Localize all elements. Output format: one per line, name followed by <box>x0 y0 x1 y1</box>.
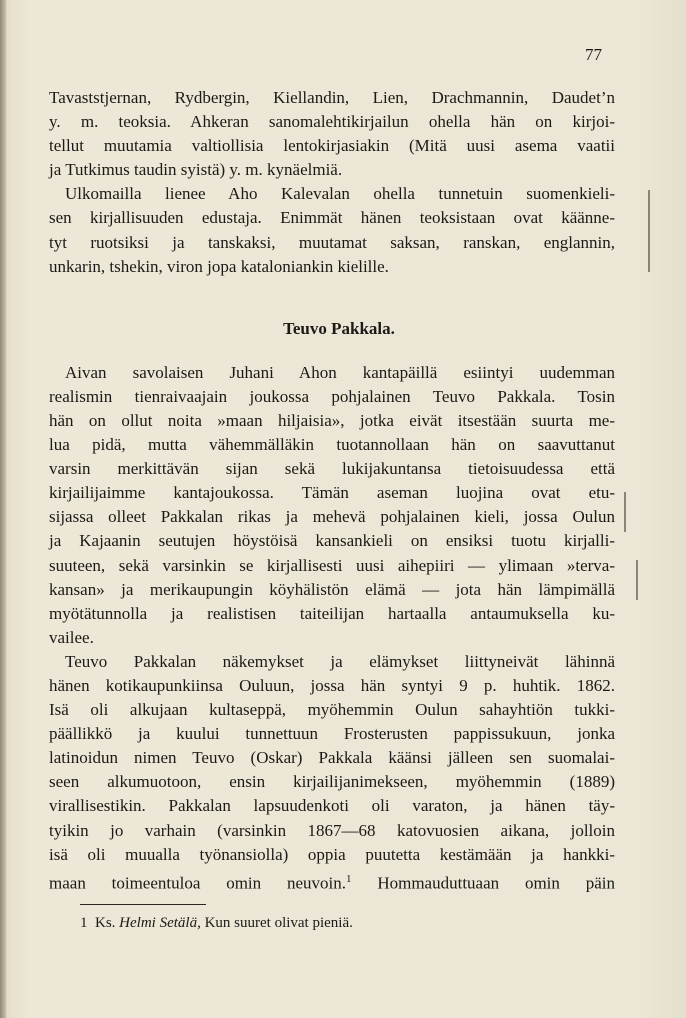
footnote-title: Kun suuret olivat pieniä. <box>204 915 353 931</box>
margin-mark <box>624 492 626 532</box>
text-line: tyt ruotsiksi ja tanskaksi, muutamat saksan, ranskan, englannin, <box>49 232 615 252</box>
text-line: päällikkö ja kuului tunnettuun Frosterusten pappissukuun, jonka <box>49 724 615 744</box>
text-line: tyikin jo varhain (varsinkin 1867—68 katovuosien aikana, jolloin <box>49 820 615 840</box>
text-line: vailee. <box>49 627 94 647</box>
text-line: tellut muutamia valtiollisia lentokirjasiakin (Mitä uusi asema vaatii <box>49 136 615 156</box>
text-line: Tavaststjernan, Rydbergin, Kiellandin, Lien, Drachmannin, Daudet’n <box>49 88 615 107</box>
text-line: virallisestikin. Pakkalan lapsuudenkoti oli varaton, ja hänen täy- <box>49 796 615 816</box>
text-line: isä oli muualla työnansiolla) oppia puutetta kestämään ja hankki- <box>49 844 615 864</box>
text-line: latinoidun nimen Teuvo (Oskar) Pakkala käänsi jälleen sen suomalai- <box>49 748 615 768</box>
text-line: sijassa olleet Pakkalan rikas ja mehevä pohjalainen kieli, jossa Oulun <box>49 507 615 527</box>
text-line: realismin tienraivaajain joukossa pohjalainen Teuvo Pakkala. Tosin <box>49 386 615 406</box>
text-line: lua pidä, mutta vähemmälläkin tuotannollaan hän on saavuttanut <box>49 435 615 455</box>
text-line: Isä oli alkujaan kultaseppä, myöhemmin Oulun sahayhtiön tukki- <box>49 700 615 720</box>
text-line: unkarin, tshekin, viron jopa kataloniankin kielille. <box>49 256 389 276</box>
text-line: kansan» ja merikaupungin köyhälistön elämä — jota hän lämpimällä <box>49 579 615 599</box>
book-spine-shadow <box>0 0 6 1018</box>
text-line: hän on ollut noita »maan hiljaisia», jotka eivät itsestään suurta me- <box>49 410 615 430</box>
footnote-divider <box>80 904 206 905</box>
text-line: seen alkumuotoon, ensin kirjailijanimekseen, myöhemmin (1889) <box>49 772 615 792</box>
section-heading: Teuvo Pakkala. <box>283 318 395 338</box>
text-line: Teuvo Pakkalan näkemykset ja elämykset liittyneivät lähinnä <box>65 651 615 671</box>
page-number: 77 <box>585 45 602 64</box>
body-text <box>49 86 615 891</box>
text-line: varsin merkittävän sijan sekä lukijakuntansa tietoisuudessa että <box>49 459 615 479</box>
text-line-part: maan toimeentuloa omin neuvoin. <box>49 873 346 893</box>
text-line: y. m. teoksia. Ahkeran sanomalehtikirjailun ohella hän on kirjoi- <box>49 112 615 132</box>
text-line: sen kirjallisuuden edustaja. Enimmät hänen teoksistaan ovat käänne- <box>49 208 615 228</box>
text-line: Aivan savolaisen Juhani Ahon kantapäillä esiintyi uudemman <box>65 362 615 382</box>
text-line <box>49 867 615 891</box>
text-line: Ulkomailla lienee Aho Kalevalan ohella tunnetuin suomenkieli- <box>65 184 615 204</box>
text-line: ja Kajaanin seutujen höystöisä kansankieli on ensiksi tuotu kirjalli- <box>49 531 615 551</box>
footnote-number: 1 <box>80 915 88 931</box>
footnote-prefix: Ks. <box>95 915 116 931</box>
text-line: ja Tutkimus taudin syistä) y. m. kynäelmiä. <box>49 160 343 180</box>
text-line: myötätunnolla ja realistisen taiteilijan hartaalla antaumuksella ku- <box>49 603 615 623</box>
footnote <box>80 912 600 934</box>
footnote-reference[interactable]: 1 <box>346 872 352 885</box>
text-line: hänen kotikaupunkiinsa Ouluun, jossa hän syntyi 9 p. huhtik. 1862. <box>49 675 615 695</box>
text-line: suuteen, sekä varsinkin se kirjallisesti uusi aihepiiri — ylimaan »terva- <box>49 555 615 575</box>
footnote-author: Helmi Setälä, <box>119 915 201 931</box>
margin-mark <box>636 560 638 600</box>
margin-mark <box>648 190 650 272</box>
text-line: kirjailijaimme kantajoukossa. Tämän aseman luojina ovat etu- <box>49 483 615 503</box>
text-line-part: Hommauduttuaan omin päin <box>377 873 615 893</box>
